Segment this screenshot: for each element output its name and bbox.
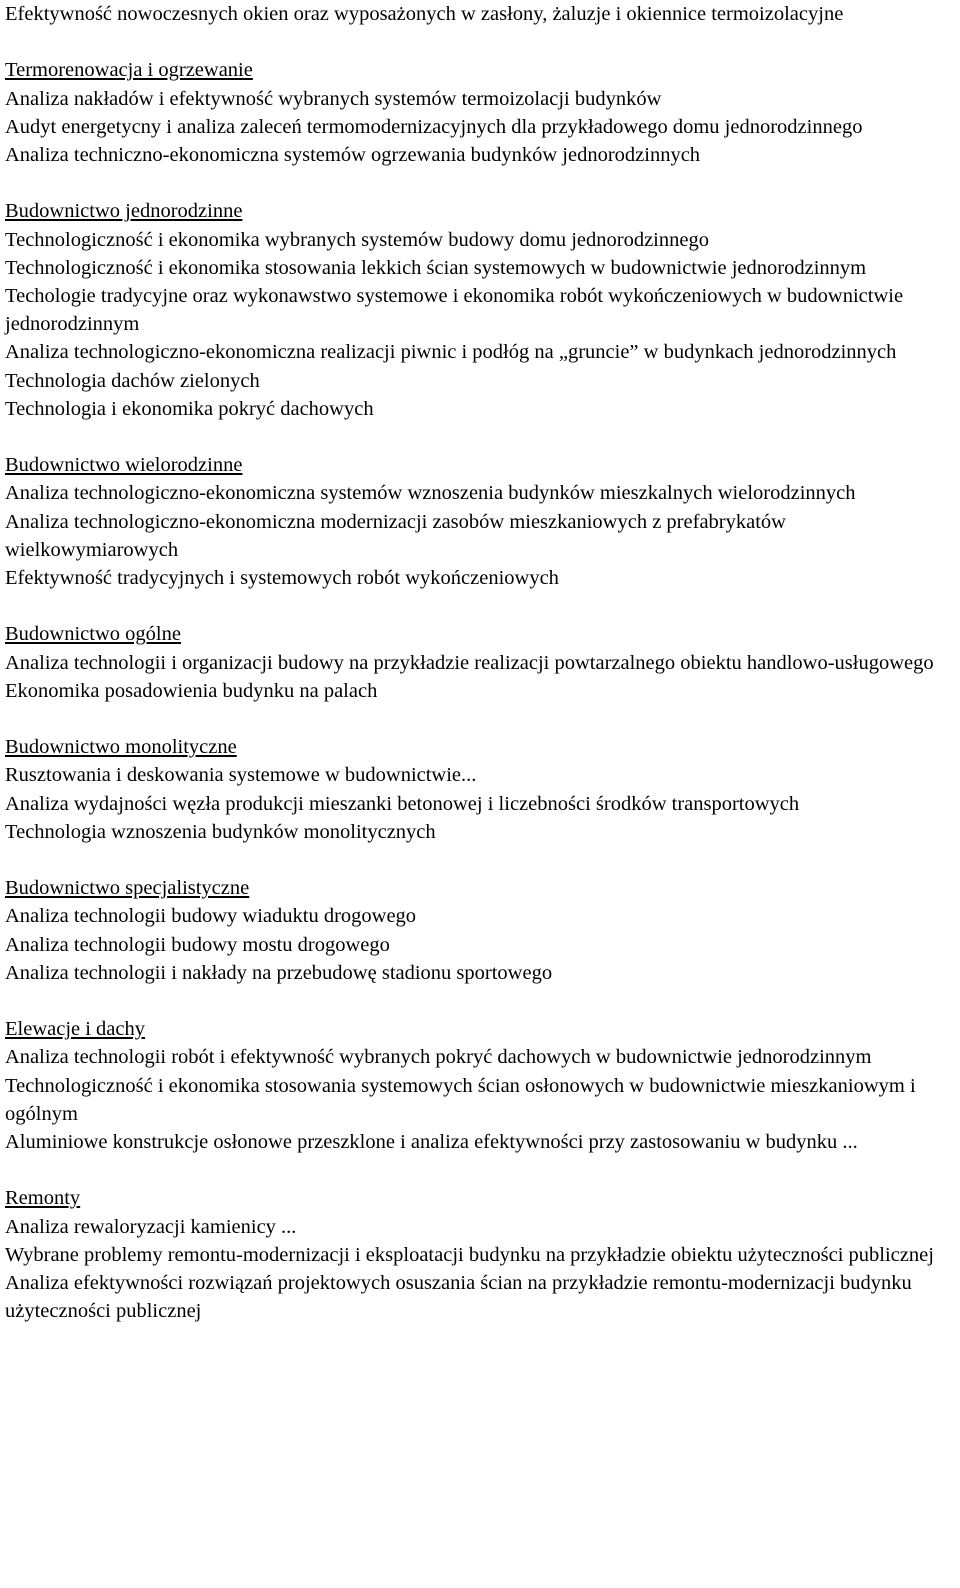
section-termorenowacja	[5, 56, 954, 169]
section-budownictwo-specjalistyczne	[5, 874, 954, 987]
list-item: Technologiczność i ekonomika stosowania lekkich ścian systemowych w budownictwie jednorodzinnym	[5, 256, 867, 279]
section-budownictwo-wielorodzinne	[5, 451, 954, 592]
section-heading: Budownictwo monolityczne	[5, 736, 237, 759]
list-item: Technologiczność i ekonomika stosowania systemowych ścian osłonowych w budownictwie mieszkaniowym i ogólnym	[5, 1074, 916, 1125]
list-item: Techologie tradycyjne oraz wykonawstwo systemowe i ekonomika robót wykończeniowych w budownictwie jednorodzinnym	[5, 285, 904, 336]
list-item: Analiza technologiczno-ekonomiczna modernizacji zasobów mieszkaniowych z prefabrykatów wielkowymiarowych	[5, 510, 786, 561]
list-item: Analiza technologii i nakłady na przebudowę stadionu sportowego	[5, 961, 553, 984]
list-item: Technologiczność i ekonomika wybranych systemów budowy domu jednorodzinnego	[5, 228, 709, 251]
list-item: Analiza techniczno-ekonomiczna systemów ogrzewania budynków jednorodzinnych	[5, 144, 701, 166]
list-item: Analiza technologii budowy mostu drogowego	[5, 933, 390, 956]
section-heading: Termorenowacja i ogrzewanie	[5, 59, 253, 82]
list-item: Analiza technologii robót i efektywność wybranych pokryć dachowych w budownictwie jednorodzinnym	[5, 1046, 872, 1069]
list-item: Technologia i ekonomika pokryć dachowych	[5, 397, 374, 420]
section-heading: Elewacje i dachy	[5, 1018, 146, 1041]
section-heading: Budownictwo wielorodzinne	[5, 454, 243, 477]
list-item: Technologia wznoszenia budynków monolitycznych	[5, 820, 436, 843]
list-item: Audyt energetycny i analiza zaleceń termomodernizacyjnych dla przykładowego domu jednorodzinnego	[5, 115, 863, 138]
intro-block	[5, 0, 954, 28]
section-remonty	[5, 1184, 954, 1325]
section-heading: Budownictwo jednorodzinne	[5, 200, 243, 223]
list-item: Efektywność tradycyjnych i systemowych robót wykończeniowych	[5, 567, 559, 590]
section-heading: Remonty	[5, 1187, 81, 1210]
list-item: Ekonomika posadowienia budynku na palach	[5, 679, 378, 702]
section-budownictwo-ogolne	[5, 620, 954, 705]
list-item: Analiza technologiczno-ekonomiczna systemów wznoszenia budynków mieszkalnych wielorodzinnych	[5, 482, 856, 505]
section-budownictwo-monolityczne	[5, 733, 954, 846]
list-item: Analiza efektywności rozwiązań projektowych osuszania ścian na przykładzie remontu-modernizacji budynku użyteczności publicznej	[5, 1272, 912, 1323]
list-item: Aluminiowe konstrukcje osłonowe przeszklone i analiza efektywności przy zastosowaniu w budynku ...	[5, 1131, 858, 1154]
section-heading: Budownictwo specjalistyczne	[5, 877, 250, 900]
intro-text: Efektywność nowoczesnych okien oraz wyposażonych w zasłony, żaluzje i okiennice termoizolacyjne	[5, 3, 844, 25]
section-heading: Budownictwo ogólne	[5, 623, 181, 646]
section-elewacje-i-dachy	[5, 1015, 954, 1156]
list-item: Analiza technologii budowy wiaduktu drogowego	[5, 905, 417, 928]
list-item: Wybrane problemy remontu-modernizacji i eksploatacji budynku na przykładzie obiektu użyteczności publicznej	[5, 1243, 934, 1266]
list-item: Analiza nakładów i efektywność wybranych systemów termoizolacji budynków	[5, 87, 662, 110]
list-item: Analiza technologii i organizacji budowy na przykładzie realizacji powtarzalnego obiektu handlowo-usługowego	[5, 651, 934, 674]
list-item: Analiza technologiczno-ekonomiczna realizacji piwnic i podłóg na „gruncie” w budynkach jednorodzinnych	[5, 341, 897, 364]
list-item: Technologia dachów zielonych	[5, 369, 260, 392]
list-item: Analiza wydajności węzła produkcji mieszanki betonowej i liczebności środków transportowych	[5, 792, 800, 815]
list-item: Analiza rewaloryzacji kamienicy ...	[5, 1215, 297, 1238]
section-budownictwo-jednorodzinne	[5, 197, 954, 423]
list-item: Rusztowania i deskowania systemowe w budownictwie...	[5, 764, 477, 787]
